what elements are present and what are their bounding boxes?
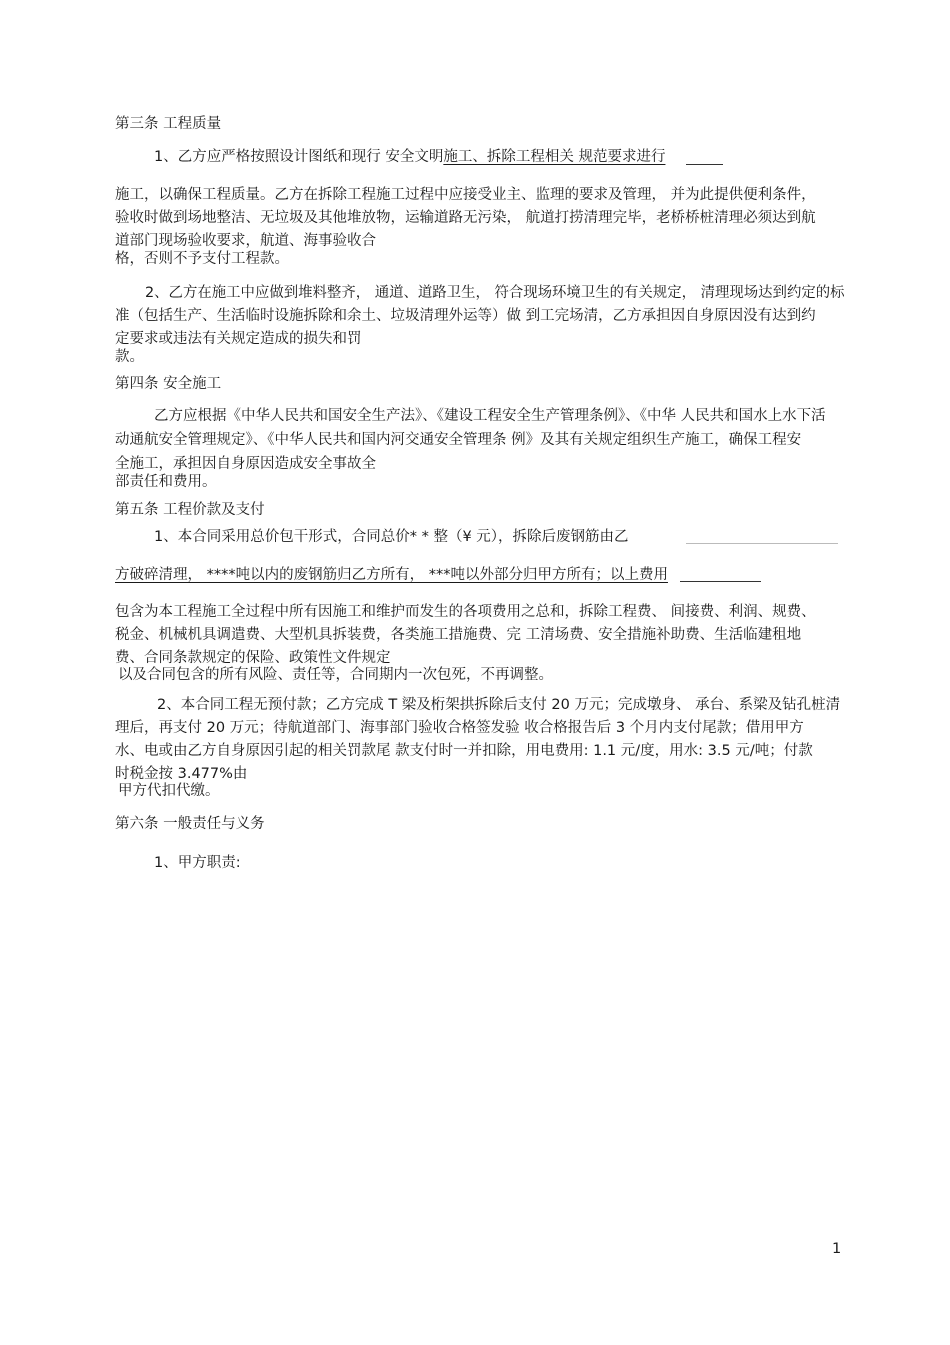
section-3-para-1-line-1 <box>154 147 665 167</box>
underlined-text: 施工、拆除工程相关 规范要求进行 <box>443 149 666 165</box>
section-3-para-1-line-5: 格，否则不予支付工程款。 <box>115 251 289 267</box>
section-5-para-1-line-2: 方破碎清理， ****吨以内的废钢筋归乙方所有， ***吨以外部分归甲方所有；以上费用 <box>115 567 668 583</box>
section-5-para-1-line-5: 费、合同条款规定的保险、政策性文件规定 <box>115 650 391 666</box>
section-5-title: 第五条 工程价款及支付 <box>115 502 265 518</box>
fill-in-underline <box>686 164 723 165</box>
section-6-title: 第六条 一般责任与义务 <box>115 816 265 832</box>
section-3-para-1-line-2: 施工，以确保工程质量。乙方在拆除工程施工过程中应接受业主、监理的要求及管理， 并为此提供便利条件， <box>115 187 816 203</box>
section-5-para-2-line-3: 水、电或由乙方自身原因引起的相关罚款尾 款支付时一并扣除，用电费用: 1.1 元/度，用水: 3.5 元/吨；付款 <box>115 743 813 759</box>
section-3-title: 第三条 工程质量 <box>115 116 222 132</box>
section-4-title: 第四条 安全施工 <box>115 376 222 392</box>
section-5-para-1-line-4: 税金、机械机具调遣费、大型机具拆装费，各类施工措施费、完 工清场费、安全措施补助费、生活临建租地 <box>115 627 802 643</box>
page-number: 1 <box>832 1241 842 1257</box>
section-6-para-1-line-1: 1、甲方职责: <box>154 855 241 871</box>
section-5-para-2-line-5: 甲方代扣代缴。 <box>118 783 220 799</box>
fill-in-underline <box>686 543 838 544</box>
fill-in-underline <box>680 581 761 582</box>
section-4-para-1-line-3: 全施工，承担因自身原因造成安全事故全 <box>115 456 376 472</box>
section-5-para-1-line-3: 包含为本工程施工全过程中所有因施工和维护而发生的各项费用之总和，拆除工程费、 间接费、利润、规费、 <box>115 604 816 620</box>
section-4-para-1-line-1: 乙方应根据《中华人民共和国安全生产法》、《建设工程安全生产管理条例》、《中华 人民共和国水上水下活 <box>154 408 826 424</box>
section-3-para-2-line-1: 2、乙方在施工中应做到堆料整齐， 通道、道路卫生， 符合现场环境卫生的有关规定， 清理现场达到约定的标 <box>145 285 845 301</box>
section-3-para-2-line-3: 定要求或违法有关规定造成的损失和罚 <box>115 331 362 347</box>
section-3-para-2-line-4: 款。 <box>115 349 144 365</box>
text-run: 1、乙方应严格按照设计图纸和现行 安全文明 <box>154 149 444 165</box>
section-3-para-1-line-3: 验收时做到场地整洁、无垃圾及其他堆放物，运输道路无污染， 航道打捞清理完毕，老桥桥桩清理必须达到航 <box>115 210 816 226</box>
section-5-para-2-line-4: 时税金按 3.477%由 <box>115 766 248 782</box>
section-5-para-1-line-1: 1、本合同采用总价包干形式，合同总价* * 整（¥ 元），拆除后废钢筋由乙 <box>154 529 629 545</box>
section-3-para-1-line-4: 道部门现场验收要求，航道、海事验收合 <box>115 233 376 249</box>
section-4-para-1-line-2: 动通航安全管理规定》、《中华人民共和国内河交通安全管理条 例》及其有关规定组织生产施工，确保工程安 <box>115 432 802 448</box>
section-5-para-2-line-2: 理后，再支付 20 万元；待航道部门、海事部门验收合格签发验 收合格报告后 3 个月内支付尾款；借用甲方 <box>115 720 804 736</box>
section-5-para-1-line-6: 以及合同包含的所有风险、责任等，合同期内一次包死，不再调整。 <box>118 667 553 683</box>
section-5-para-2-line-1: 2、本合同工程无预付款；乙方完成 T 梁及桁架拱拆除后支付 20 万元；完成墩身、 承台、系梁及钻孔桩清 <box>157 697 841 713</box>
section-3-para-2-line-2: 准（包括生产、生活临时设施拆除和余土、垃圾清理外运等）做 到工完场清，乙方承担因自身原因没有达到约 <box>115 308 816 324</box>
section-4-para-1-line-4: 部责任和费用。 <box>115 474 217 490</box>
